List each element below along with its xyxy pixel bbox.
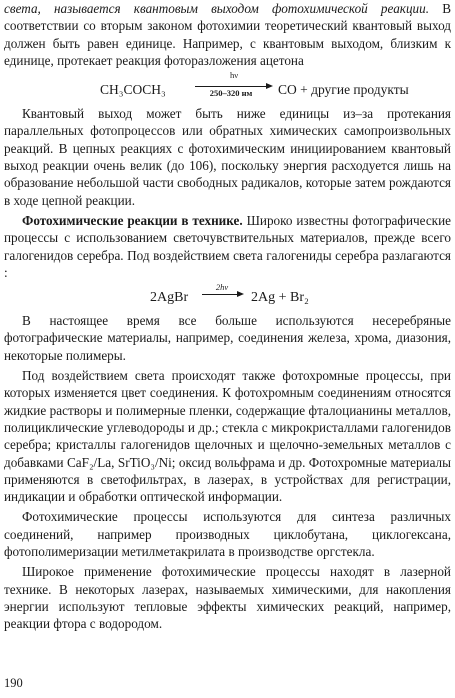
reaction-arrow-icon: [195, 86, 267, 87]
paragraph-photochemical-synthesis: Фотохимические процессы используются для синтеза различных соединений, например производных циклобутана, циклогексана, фотополимеризации метилметакрилата в производстве оргстекла.: [4, 509, 451, 560]
paragraph-laser-technology: Широкое применение фотохимические процессы находят в лазерной технике. В некоторых лазерах, называемых химическими, для накопления энергии используют тепловые эффекты химических реакций, например, реакции фтора с водородом.: [4, 564, 451, 632]
paragraph-low-quantum-yield: Квантовый выход может быть ниже единицы из–за протекания параллельных фотопроцессов или обратных химических самопроизвольных реакций. В цепных реакциях с фотохимическим инициированием квантовый выход реакции очень велик (до 106), поскольку энергия расходуется лишь на образование небольшой части свободных радикалов, которые затем рождаются в ходе цепной реакции.: [4, 106, 451, 208]
paragraph-quantum-yield-definition: [4, 0, 451, 69]
equation-products: 2Ag + Br₂: [251, 290, 309, 306]
equation-arrow-label-top: hν: [229, 70, 239, 81]
paragraph-photochromic-processes: Под воздействием света происходят также фотохромные процессы, при которых изменяется цвет соединения. К фотохромным соединениям относятся жидкие растворы и полимерные пленки, содержащие фталоцианины металлов, полициклические углеводороды и др.; стекла с микрокристаллами галогенидов серебра; кристаллы галогенидов щелочных и щелочно-земельных металлов с добавками CaF₂/La, SrTiO₃/Ni; оксид вольфрама и др. Фотохромные материалы применяются в светофильтрах, в лазерах, в устройствах для регистрации, индикации и обработки оптической информации.: [4, 368, 451, 505]
equation-reactant: 2AgBr: [150, 290, 189, 306]
arrow-head-icon: [237, 291, 244, 297]
equation-acetone-photolysis: [4, 72, 451, 102]
arrow-head-icon: [266, 83, 273, 89]
equation-arrow-label-top: 2hν: [215, 282, 229, 293]
italic-definition-text: света, называется квантовым выходом фотохимической реакции.: [4, 1, 430, 16]
page-body: [4, 0, 451, 633]
equation-products: CO + другие продукты: [278, 82, 409, 98]
equation-silver-bromide: [4, 282, 451, 309]
paragraph-text: В соответствии со вторым законом фотохимии теоретический квантовый выход должен быть равен единице. Например, с квантовым выходом, близким к единице, протекает реакция фоторазложения ацетона: [4, 1, 452, 68]
paragraph-non-silver-materials: В настоящее время все больше используются несеребряные фотографические материалы, например, соединения железа, хрома, диазония, некоторые полимеры.: [4, 313, 451, 363]
equation-reactant: CH₃COCH₃: [100, 82, 166, 98]
section-heading: Фотохимические реакции в технике.: [22, 212, 243, 228]
paragraph-text: Широко известны фотографические процессы с использованием светочувствительных материалов, прежде всего галогенидов серебра. Под воздействием света галогениды серебра разлагаются :: [4, 212, 451, 280]
equation-arrow-label-bottom: 250–320 нм: [209, 88, 253, 99]
reaction-arrow-icon: [202, 294, 238, 295]
page-number: 190: [4, 676, 23, 690]
paragraph-photochemistry-in-technology: [4, 212, 451, 281]
